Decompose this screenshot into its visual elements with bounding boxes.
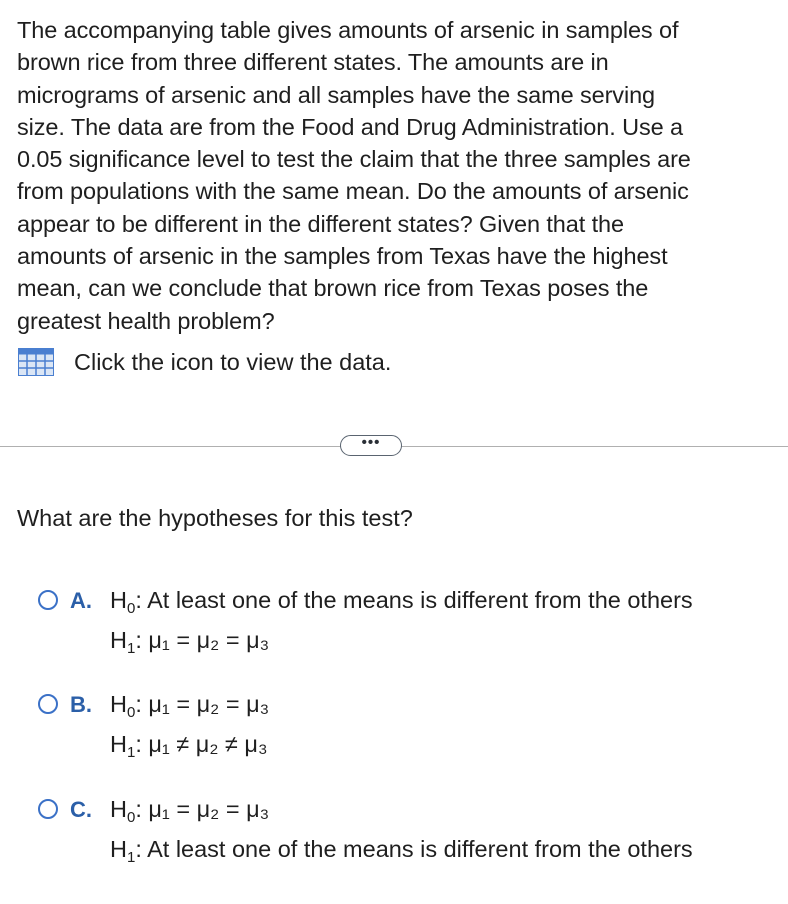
problem-line: micrograms of arsenic and all samples have the same serving <box>17 81 656 108</box>
view-data-link[interactable] <box>18 346 391 378</box>
radio-button-a[interactable] <box>38 590 58 610</box>
expand-more-button[interactable] <box>340 435 402 456</box>
view-data-label[interactable]: Click the icon to view the data. <box>74 348 392 375</box>
option-body <box>110 586 693 660</box>
alternative-hypothesis: $H_1$: At least one of the means is different from the others <box>110 836 693 866</box>
problem-line: 0.05 significance level to test the claim that the three samples are <box>17 146 691 173</box>
option-a[interactable] <box>38 586 693 660</box>
option-body <box>110 690 269 764</box>
null-hypothesis: $H_0$: At least one of the means is different from the others <box>110 587 693 617</box>
null-hypothesis: $H_0$: μ₁ = μ₂ = μ₃ <box>110 796 270 826</box>
option-body <box>110 795 693 869</box>
problem-line: greatest health problem? <box>17 307 275 334</box>
problem-line: brown rice from three different states. The amounts are in <box>17 49 609 76</box>
radio-button-b[interactable] <box>38 694 58 714</box>
option-letter: C. <box>70 797 92 822</box>
option-c[interactable] <box>38 795 693 869</box>
problem-line: appear to be different in the different states? Given that the <box>17 210 624 237</box>
option-letter: A. <box>70 588 92 613</box>
ellipsis-icon: ••• <box>361 434 381 451</box>
null-hypothesis: $H_0$: μ₁ = μ₂ = μ₃ <box>110 691 270 721</box>
option-letter: B. <box>70 692 92 717</box>
problem-line: amounts of arsenic in the samples from Texas have the highest <box>17 243 668 270</box>
problem-line: from populations with the same mean. Do the amounts of arsenic <box>17 178 689 205</box>
alternative-hypothesis: $H_1$: μ₁ ≠ μ₂ ≠ μ₃ <box>110 731 268 761</box>
alternative-hypothesis: $H_1$: μ₁ = μ₂ = μ₃ <box>110 627 270 657</box>
radio-button-c[interactable] <box>38 799 58 819</box>
option-b[interactable] <box>38 690 269 764</box>
problem-statement <box>17 14 777 337</box>
problem-line: mean, can we conclude that brown rice from Texas poses the <box>17 275 649 302</box>
problem-line: The accompanying table gives amounts of arsenic in samples of <box>17 17 679 43</box>
table-grid-icon[interactable] <box>18 348 54 376</box>
question-text: What are the hypotheses for this test? <box>17 505 413 531</box>
problem-line: size. The data are from the Food and Drug Administration. Use a <box>17 113 683 140</box>
